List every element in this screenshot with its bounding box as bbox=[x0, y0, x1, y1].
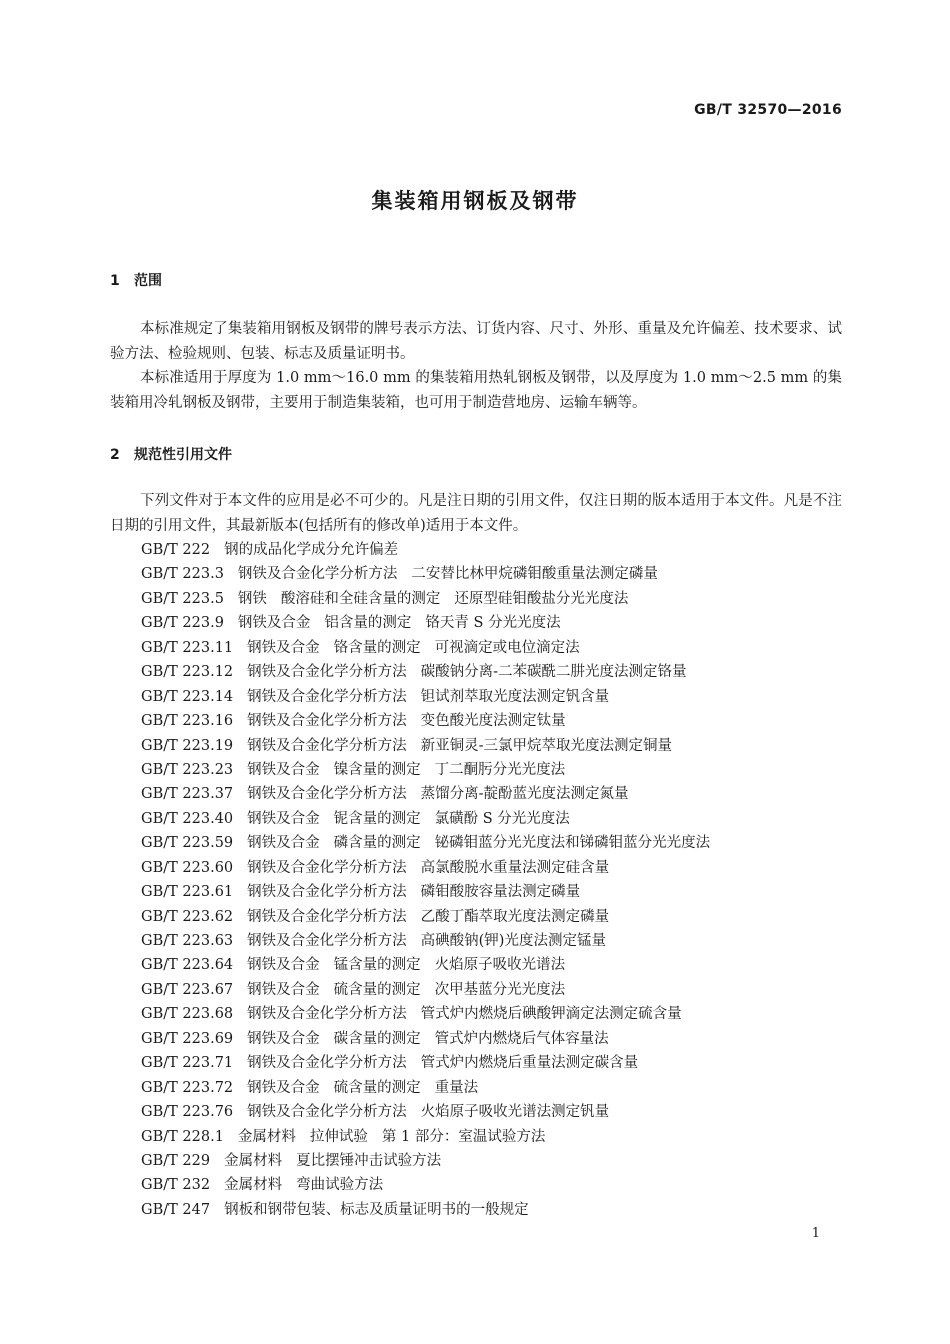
reference-title-part: 第 1 部分：室温试验方法 bbox=[381, 1128, 546, 1145]
reference-title-part: 钢铁及合金化学分析方法 bbox=[237, 566, 398, 583]
reference-item bbox=[141, 978, 710, 1002]
reference-code: GB/T 223.67 bbox=[141, 981, 234, 998]
reference-item bbox=[141, 611, 710, 635]
reference-title-part: 钢铁及合金 bbox=[247, 810, 320, 827]
reference-title-part: 钢铁及合金 bbox=[237, 615, 311, 632]
section-1-paragraph-1: 本标准规定了集装箱用钢板及钢带的牌号表示方法、订货内容、尺寸、外形、重量及允许偏差、技术要求、试验方法、检验规则、包装、标志及质量证明书。 bbox=[110, 321, 842, 362]
reference-title-part: 钢铁及合金化学分析方法 bbox=[247, 1104, 407, 1121]
reference-code: GB/T 223.23 bbox=[141, 761, 234, 778]
reference-title-part: 管式炉内燃烧后气体容量法 bbox=[434, 1030, 609, 1047]
standard-code: GB/T 32570—2016 bbox=[694, 102, 842, 118]
reference-item bbox=[141, 905, 710, 929]
section-2-heading bbox=[110, 444, 232, 464]
reference-code: GB/T 223.40 bbox=[141, 810, 234, 827]
reference-title-part: 金属材料 bbox=[237, 1128, 296, 1145]
reference-code: GB/T 223.59 bbox=[141, 835, 234, 852]
reference-title-part: 钢铁及合金化学分析方法 bbox=[247, 786, 407, 803]
reference-code: GB/T 223.72 bbox=[141, 1079, 234, 1096]
section-2-title: 规范性引用文件 bbox=[134, 447, 232, 463]
reference-item bbox=[141, 685, 710, 709]
reference-title-part: 钢铁及合金 bbox=[247, 761, 320, 778]
reference-code: GB/T 223.60 bbox=[141, 859, 234, 876]
reference-title-part: 弯曲试验方法 bbox=[296, 1177, 384, 1194]
reference-item bbox=[141, 1198, 710, 1222]
reference-item bbox=[141, 587, 710, 611]
reference-title-part: 二安替比林甲烷磷钼酸重量法测定磷量 bbox=[411, 566, 658, 583]
reference-code: GB/T 223.14 bbox=[141, 688, 234, 705]
reference-title-part: 磷钼酸胺容量法测定磷量 bbox=[420, 884, 581, 901]
reference-title-part: 钢铁及合金化学分析方法 bbox=[247, 859, 407, 876]
reference-code: GB/T 223.11 bbox=[141, 639, 234, 656]
reference-item bbox=[141, 1002, 710, 1026]
reference-title-part: 蒸馏分离-靛酚蓝光度法测定氮量 bbox=[420, 786, 629, 803]
reference-code: GB/T 223.76 bbox=[141, 1104, 234, 1121]
reference-code: GB/T 223.61 bbox=[141, 884, 234, 901]
reference-title-part: 镍含量的测定 bbox=[333, 761, 421, 778]
reference-item bbox=[141, 831, 710, 855]
reference-title-part: 新亚铜灵-三氯甲烷萃取光度法测定铜量 bbox=[420, 737, 673, 754]
reference-title-part: 铝含量的测定 bbox=[324, 615, 412, 632]
page-number: 1 bbox=[811, 1226, 820, 1241]
reference-title-part: 钢铁及合金化学分析方法 bbox=[247, 737, 407, 754]
reference-title-part: 钢铁及合金化学分析方法 bbox=[247, 1006, 407, 1023]
reference-code: GB/T 223.16 bbox=[141, 713, 234, 730]
reference-code: GB/T 223.62 bbox=[141, 908, 234, 925]
reference-title-part: 酸溶硅和全硅含量的测定 bbox=[280, 590, 441, 607]
reference-title-part: 拉伸试验 bbox=[309, 1128, 368, 1145]
reference-title-part: 钢铁及合金 bbox=[247, 835, 320, 852]
reference-title-part: 可视滴定或电位滴定法 bbox=[434, 639, 580, 656]
reference-title-part: 钢铁及合金化学分析方法 bbox=[247, 664, 407, 681]
reference-title-part: 锰含量的测定 bbox=[333, 957, 421, 974]
reference-title-part: 钢铁及合金 bbox=[247, 1030, 320, 1047]
section-1-number: 1 bbox=[110, 273, 120, 289]
reference-title-part: 氯磺酚 S 分光光度法 bbox=[434, 810, 570, 827]
reference-title-part: 钽试剂萃取光度法测定钒含量 bbox=[420, 688, 610, 705]
reference-item bbox=[141, 636, 710, 660]
reference-title-part: 碳酸钠分离-二苯碳酰二肼光度法测定铬量 bbox=[420, 664, 687, 681]
reference-title-part: 还原型硅钼酸盐分光光度法 bbox=[454, 590, 629, 607]
reference-item bbox=[141, 953, 710, 977]
reference-item bbox=[141, 709, 710, 733]
reference-title-part: 钢铁及合金化学分析方法 bbox=[247, 1055, 407, 1072]
reference-item bbox=[141, 1027, 710, 1051]
reference-title-part: 变色酸光度法测定钛量 bbox=[420, 713, 566, 730]
reference-item bbox=[141, 782, 710, 806]
reference-code: GB/T 223.5 bbox=[141, 590, 224, 607]
reference-code: GB/T 223.37 bbox=[141, 786, 234, 803]
document-title: 集装箱用钢板及钢带 bbox=[371, 189, 579, 213]
reference-code: GB/T 223.19 bbox=[141, 737, 234, 754]
reference-title-part: 铌含量的测定 bbox=[333, 810, 421, 827]
reference-title-part: 磷含量的测定 bbox=[333, 835, 421, 852]
reference-item bbox=[141, 562, 710, 586]
reference-code: GB/T 232 bbox=[141, 1177, 211, 1194]
section-2-number: 2 bbox=[110, 447, 120, 463]
reference-item bbox=[141, 856, 710, 880]
reference-item bbox=[141, 1076, 710, 1100]
reference-title-part: 钢铁及合金化学分析方法 bbox=[247, 933, 407, 949]
reference-title-part: 乙酸丁酯萃取光度法测定磷量 bbox=[420, 908, 610, 925]
reference-item bbox=[141, 1149, 710, 1173]
reference-title-part: 钢铁 bbox=[237, 590, 267, 607]
reference-title-part: 高碘酸钠(钾)光度法测定锰量 bbox=[420, 933, 606, 949]
reference-title-part: 钢铁及合金化学分析方法 bbox=[247, 884, 407, 901]
reference-item bbox=[141, 734, 710, 758]
reference-title-part: 高氯酸脱水重量法测定硅含量 bbox=[420, 859, 610, 876]
section-1-title: 范围 bbox=[134, 273, 162, 289]
reference-code: GB/T 222 bbox=[141, 542, 211, 558]
reference-code: GB/T 223.12 bbox=[141, 664, 234, 681]
reference-code: GB/T 229 bbox=[141, 1152, 211, 1169]
reference-code: GB/T 223.9 bbox=[141, 615, 224, 632]
reference-code: GB/T 223.64 bbox=[141, 957, 234, 974]
reference-title-part: 丁二酮肟分光光度法 bbox=[434, 761, 566, 778]
reference-code: GB/T 223.71 bbox=[141, 1055, 234, 1072]
reference-item bbox=[141, 1125, 710, 1149]
reference-code: GB/T 223.69 bbox=[141, 1030, 234, 1047]
reference-title-part: 铬含量的测定 bbox=[333, 639, 421, 656]
reference-title-part: 硫含量的测定 bbox=[333, 981, 421, 998]
reference-item bbox=[141, 1051, 710, 1075]
reference-title-part: 钢的成品化学成分允许偏差 bbox=[224, 542, 399, 558]
reference-item bbox=[141, 807, 710, 831]
section-1-paragraph-2: 本标准适用于厚度为 1.0 mm～16.0 mm 的集装箱用热轧钢板及钢带，以及厚度为 1.0 mm～2.5 mm 的集装箱用冷轧钢板及钢带，主要用于制造集装箱，也可用于制造营地房、运输车辆等。 bbox=[110, 370, 842, 411]
reference-title-part: 铬天青 S 分光光度法 bbox=[425, 615, 561, 632]
reference-title-part: 钢铁及合金化学分析方法 bbox=[247, 688, 407, 705]
reference-title-part: 硫含量的测定 bbox=[333, 1079, 421, 1096]
reference-code: GB/T 223.68 bbox=[141, 1006, 234, 1023]
reference-title-part: 钢铁及合金化学分析方法 bbox=[247, 713, 407, 730]
reference-title-part: 次甲基蓝分光光度法 bbox=[434, 981, 566, 998]
reference-title-part: 火焰原子吸收光谱法 bbox=[434, 957, 566, 974]
reference-item bbox=[141, 929, 710, 953]
reference-list bbox=[141, 538, 710, 1222]
reference-title-part: 钢铁及合金化学分析方法 bbox=[247, 908, 407, 925]
reference-title-part: 重量法 bbox=[434, 1079, 479, 1096]
reference-title-part: 夏比摆锤冲击试验方法 bbox=[296, 1152, 442, 1169]
reference-item bbox=[141, 880, 710, 904]
reference-title-part: 钢铁及合金 bbox=[247, 639, 320, 656]
reference-title-part: 钢铁及合金 bbox=[247, 957, 320, 974]
reference-title-part: 管式炉内燃烧后碘酸钾滴定法测定硫含量 bbox=[420, 1006, 682, 1023]
reference-code: GB/T 228.1 bbox=[141, 1128, 224, 1145]
reference-title-part: 铋磷钼蓝分光光度法和锑磷钼蓝分光光度法 bbox=[434, 835, 711, 852]
reference-title-part: 金属材料 bbox=[224, 1177, 283, 1194]
reference-title-part: 钢铁及合金 bbox=[247, 1079, 320, 1096]
reference-title-part: 管式炉内燃烧后重量法测定碳含量 bbox=[420, 1055, 639, 1072]
reference-code: GB/T 247 bbox=[141, 1201, 211, 1218]
reference-title-part: 钢铁及合金 bbox=[247, 981, 320, 998]
reference-title-part: 金属材料 bbox=[224, 1152, 283, 1169]
reference-item bbox=[141, 758, 710, 782]
reference-item bbox=[141, 1173, 710, 1197]
section-2-intro: 下列文件对于本文件的应用是必不可少的。凡是注日期的引用文件，仅注日期的版本适用于本文件。凡是不注日期的引用文件，其最新版本(包括所有的修改单)适用于本文件。 bbox=[110, 493, 842, 534]
reference-item bbox=[141, 538, 710, 562]
reference-code: GB/T 223.3 bbox=[141, 566, 224, 583]
reference-title-part: 碳含量的测定 bbox=[333, 1030, 421, 1047]
reference-code: GB/T 223.63 bbox=[141, 933, 234, 949]
reference-item bbox=[141, 660, 710, 684]
reference-item bbox=[141, 1100, 710, 1124]
section-1-heading bbox=[110, 270, 162, 290]
reference-title-part: 钢板和钢带包装、标志及质量证明书的一般规定 bbox=[224, 1201, 529, 1218]
reference-title-part: 火焰原子吸收光谱法测定钒量 bbox=[420, 1104, 610, 1121]
